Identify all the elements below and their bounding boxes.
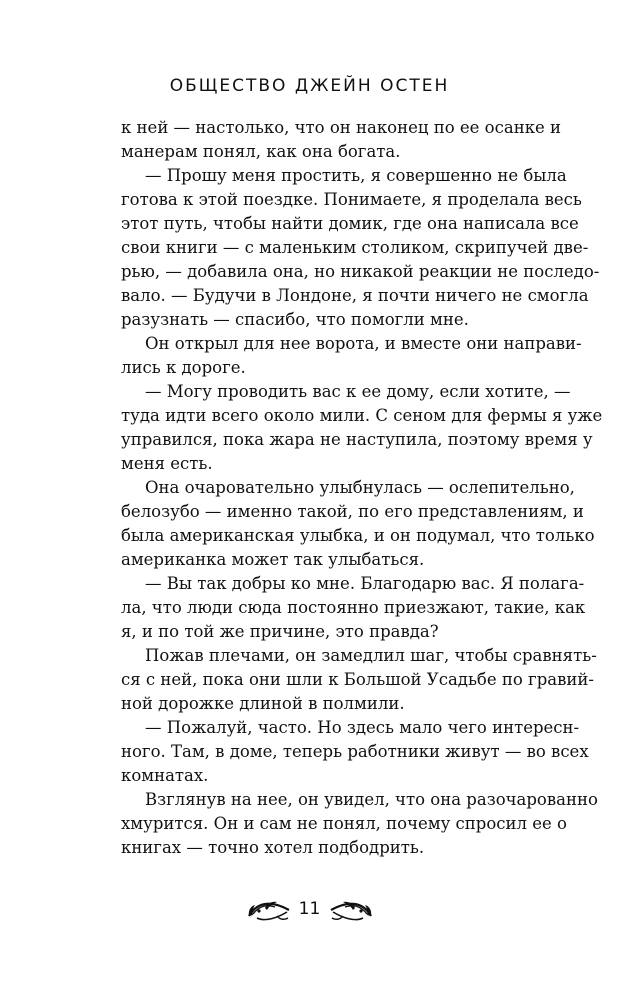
paragraph [121, 380, 603, 476]
text-line: американка может так улыбаться. [121, 550, 425, 569]
body-text [121, 116, 603, 860]
page-footer [0, 889, 619, 929]
paragraph [121, 164, 600, 332]
text-line: ного. Там, в доме, теперь работники живут — во всех [121, 742, 589, 761]
flourish-left-icon [247, 894, 291, 924]
paragraph [121, 116, 562, 164]
text-line: лись к дороге. [121, 358, 246, 377]
text-line: туда идти всего около мили. С сеном для фермы я уже [121, 406, 603, 425]
text-line: рью, — добавила она, но никакой реакции не последо- [121, 262, 600, 281]
paragraph [121, 332, 582, 380]
text-line: управился, пока жара не наступила, поэтому время у [121, 430, 593, 449]
paragraph [121, 572, 586, 644]
text-line: комнатах. [121, 766, 209, 785]
text-line: ла, что люди сюда постоянно приезжают, такие, как [121, 598, 586, 617]
text-line: — Могу проводить вас к ее дому, если хотите, — [145, 382, 571, 401]
text-line: Она очаровательно улыбнулась — ослепительно, [145, 478, 575, 497]
running-title: ОБЩЕСТВО ДЖЕЙН ОСТЕН [169, 76, 450, 96]
text-line: разузнать — спасибо, что помогли мне. [121, 310, 469, 329]
text-line: была американская улыбка, и он подумал, что только [121, 526, 595, 545]
text-line: — Вы так добры ко мне. Благодарю вас. Я полага- [145, 574, 585, 593]
text-line: книгах — точно хотел подбодрить. [121, 838, 425, 857]
text-line: этот путь, чтобы найти домик, где она написала все [121, 214, 579, 233]
text-line: манерам понял, как она богата. [121, 142, 401, 161]
text-line: белозубо — именно такой, по его представлениям, и [121, 502, 584, 521]
text-line: — Пожалуй, часто. Но здесь мало чего интересн- [145, 718, 580, 737]
text-line: — Прошу меня простить, я совершенно не была [145, 166, 567, 185]
text-line: свои книги — с маленьким столиком, скрипучей две- [121, 238, 589, 257]
text-line: ной дорожке длиной в полмили. [121, 694, 405, 713]
text-line: ся с ней, пока они шли к Большой Усадьбе по гравий- [121, 670, 594, 689]
text-line: Взглянув на нее, он увидел, что она разочарованно [145, 790, 598, 809]
text-line: меня есть. [121, 454, 213, 473]
paragraph [121, 644, 597, 716]
text-line: Он открыл для нее ворота, и вместе они направи- [145, 334, 582, 353]
text-line: Пожав плечами, он замедлил шаг, чтобы сравнять- [145, 646, 597, 665]
flourish-right-icon [329, 894, 373, 924]
text-line: я, и по той же причине, это правда? [121, 622, 439, 641]
paragraph [121, 476, 595, 572]
text-line: к ней — настолько, что он наконец по ее осанке и [121, 118, 562, 137]
page-number: 11 [298, 899, 321, 919]
text-line: вало. — Будучи в Лондоне, я почти ничего не смогла [121, 286, 589, 305]
paragraph [121, 788, 598, 860]
text-line: готова к этой поездке. Понимаете, я проделала весь [121, 190, 582, 209]
text-line: хмурится. Он и сам не понял, почему спросил ее о [121, 814, 567, 833]
paragraph [121, 716, 589, 788]
